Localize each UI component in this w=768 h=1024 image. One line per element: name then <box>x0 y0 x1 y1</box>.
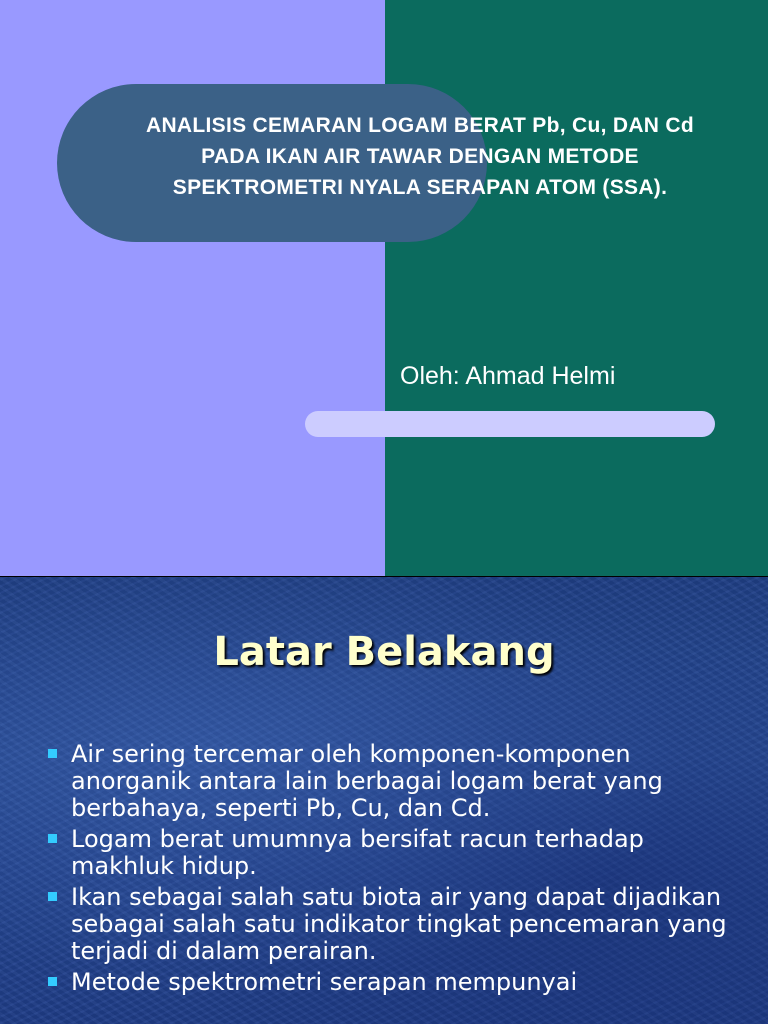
square-bullet-icon <box>48 834 57 843</box>
bullet-text: Air sering tercemar oleh komponen-komponen anorganik antara lain berbagai logam berat yang berbahaya, seperti Pb, Cu, dan Cd. <box>71 740 663 822</box>
bullet-text: Ikan sebagai salah satu biota air yang dapat dijadikan sebagai salah satu indikator tingkat pencemaran yang terjadi di dalam perairan. <box>71 883 727 965</box>
title-line: SPEKTROMETRI NYALA SERAPAN ATOM (SSA). <box>172 176 668 199</box>
list-item <box>48 741 748 822</box>
square-bullet-icon <box>48 892 57 901</box>
list-item <box>48 884 748 965</box>
square-bullet-icon <box>48 749 57 758</box>
slide-latar-belakang <box>0 577 768 1024</box>
bullet-list <box>48 741 748 1000</box>
square-bullet-icon <box>48 977 57 986</box>
list-item <box>48 969 748 996</box>
slide-title-text <box>80 110 760 203</box>
right-panel <box>385 0 768 576</box>
decorative-bar <box>305 411 715 437</box>
bullet-text: Metode spektrometri serapan mempunyai <box>71 968 578 996</box>
list-item <box>48 826 748 880</box>
title-line: ANALISIS CEMARAN LOGAM BERAT Pb, Cu, DAN Cd <box>146 114 694 137</box>
author-text: Oleh: Ahmad Helmi <box>400 362 616 390</box>
slide-heading: Latar Belakang <box>213 629 555 675</box>
title-line: PADA IKAN AIR TAWAR DENGAN METODE <box>201 145 639 168</box>
bullet-text: Logam berat umumnya bersifat racun terhadap makhluk hidup. <box>71 825 644 880</box>
